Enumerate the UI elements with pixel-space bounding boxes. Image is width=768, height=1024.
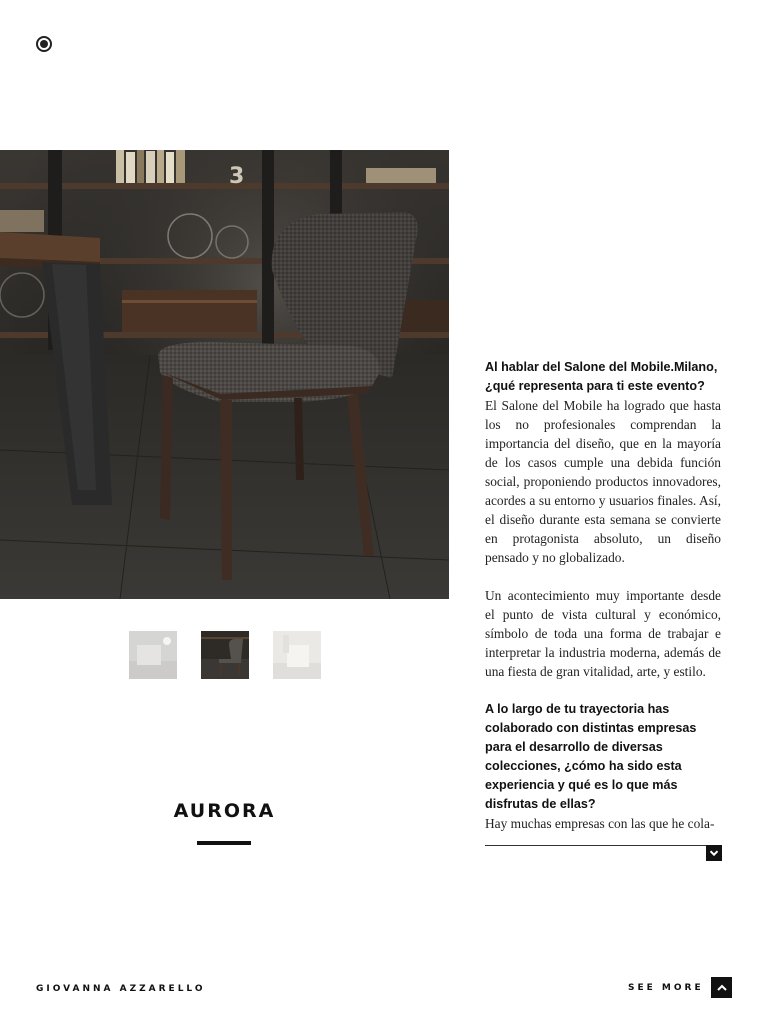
chevron-down-icon — [709, 848, 719, 858]
author-name: GIOVANNA AZZARELLO — [36, 984, 206, 994]
scroll-up-button[interactable] — [711, 977, 732, 998]
chevron-up-icon — [716, 982, 728, 994]
thumbnail-2[interactable] — [201, 631, 249, 679]
radio-selected-icon[interactable] — [36, 36, 52, 52]
thumbnail-3[interactable] — [273, 631, 321, 679]
thumbnail-1[interactable] — [129, 631, 177, 679]
product-name-underline — [197, 841, 251, 845]
svg-text:3: 3 — [229, 164, 245, 189]
product-hero-image — [0, 150, 449, 599]
expand-article-button[interactable] — [706, 845, 722, 861]
thumbnail-strip — [129, 631, 321, 679]
see-more-link[interactable]: SEE MORE — [628, 983, 704, 993]
interview-answer: Un acontecimiento muy importante desde el punto de vista cultural y económico, símbolo de toda una forma de trabajar e interpretar la industria moderna, además de una fiesta de gran vitalidad, arte, y estilo. — [485, 588, 721, 679]
product-name: AURORA — [173, 800, 276, 822]
radio-dot — [40, 40, 48, 48]
interview-answer: Hay muchas empresas con las que he cola- — [485, 816, 715, 831]
interview-article — [485, 358, 721, 833]
interview-answer: El Salone del Mobile ha logrado que hasta los no profesionales comprendan la importancia del diseño, que en la mayoría de los casos cumple una debida función social, proponiendo productos innovadores, acordes a su entorno y usuarios finales. Así, el diseño durante esta semana se convierte en protagonista absoluto, un diseño pensado y no globalizado. — [485, 398, 721, 565]
interview-question: Al hablar del Salone del Mobile.Milano, ¿qué representa para ti este evento? — [485, 360, 718, 393]
interview-question: A lo largo de tu trayectoria has colaborado con distintas empresas para el desarrollo de diversas colecciones, ¿cómo ha sido esta experiencia y qué es lo que más disfrutas de ellas? — [485, 702, 697, 811]
article-divider — [485, 845, 722, 846]
